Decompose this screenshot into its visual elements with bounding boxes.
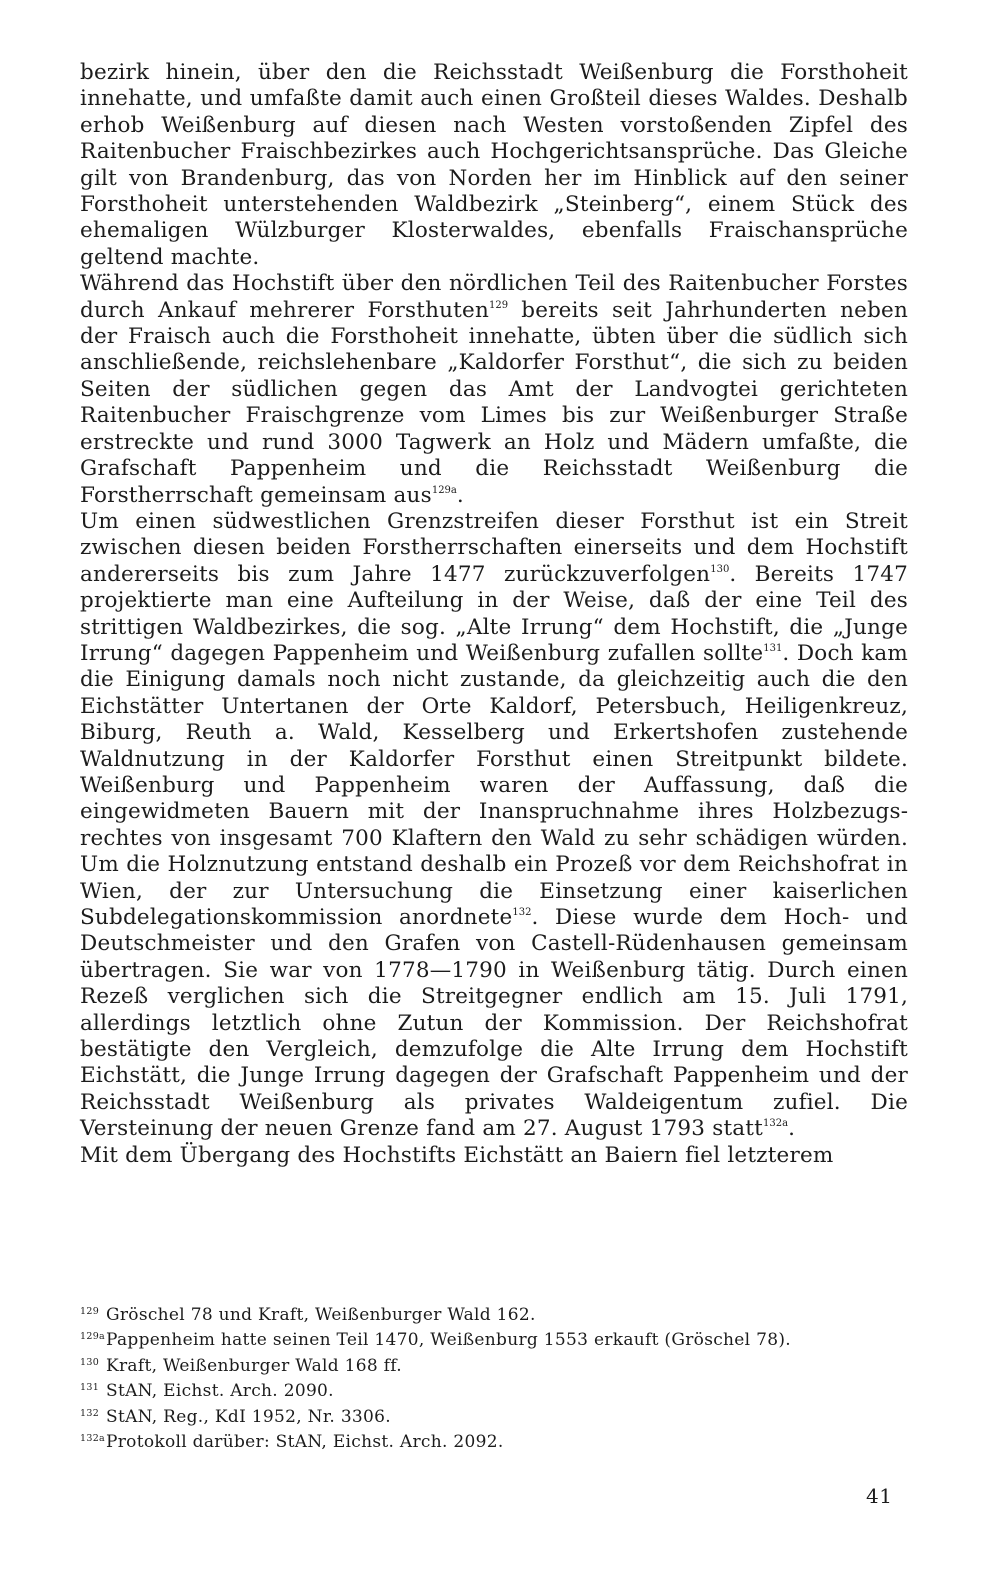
- footnote: [80, 1406, 908, 1431]
- footnote-reference: 132a: [763, 1118, 789, 1130]
- footnote-reference: 131: [763, 642, 783, 654]
- paragraph: [80, 1143, 908, 1169]
- footnote-reference: 129a: [431, 484, 457, 496]
- footnote-reference: 130: [710, 563, 730, 575]
- text-run: .: [456, 482, 464, 508]
- footnote-text: Pappenheim hatte seinen Teil 1470, Weißenburg 1553 erkauft (Gröschel 78).: [106, 1330, 791, 1351]
- text-run: Um einen südwestlichen Grenzstreifen dieser Forsthut ist ein Streit zwischen diesen beiden Forstherrschaften einerseits und dem Hochstift andererseits bis zum Jahre 1477 zurückzuverfolgen: [80, 508, 908, 587]
- footnote: [80, 1355, 908, 1380]
- text-run: Mit dem Übergang des Hochstifts Eichstätt an Baiern fiel letzterem: [80, 1142, 834, 1168]
- text-run: bereits seit Jahrhunderten neben der Fraisch auch die Forsthoheit innehatte, übten über die südlich sich anschließende, reichslehenbare „Kaldorfer Forsthut“, die sich zu beiden Seiten der südlichen gegen das Amt der Landvogtei gerichteten Raitenbucher Fraischgrenze vom Limes bis zur Weißenburger Straße erstreckte und rund 3000 Tagwerk an Holz und Mädern umfaßte, die Grafschaft Pappenheim und die Reichsstadt Weißenburg die Forstherrschaft gemeinsam aus: [80, 297, 909, 508]
- footnote: [80, 1380, 908, 1405]
- footnote-number: 129: [80, 1306, 100, 1317]
- footnote-number: 131: [80, 1382, 100, 1394]
- body-text: [80, 60, 908, 1169]
- paragraph: [80, 509, 908, 1143]
- footnote-reference: 129: [489, 299, 509, 311]
- text-run: .: [788, 1116, 796, 1142]
- text-run: . Doch kam die Einigung damals noch nicht zustande, da gleichzeitig auch die den Eichstätter Untertanen der Orte Kaldorf, Petersbuch, Heiligenkreuz, Biburg, Reuth a. Wald, Kesselberg und Erkertshofen zustehende Waldnutzung in der Kaldorfer Forsthut einen Streitpunkt bildete. Weißenburg und Pappenheim waren der Auffassung, daß die eingewidmeten Bauern mit der Inanspruchnahme ihres Holzbezugsrechtes von insgesamt 700 Klaftern den Wald zu sehr schädigen würden. Um die Holznutzung entstand deshalb ein Prozeß vor dem Reichshofrat in Wien, der zur Untersuchung die Einsetzung einer kaiserlichen Subdelegationskommission anordnete: [80, 640, 908, 930]
- text-run: Während das Hochstift über den nördlichen Teil des Raitenbucher Forstes durch Ankauf mehrerer Forsthuten: [80, 271, 908, 323]
- footnote-text: StAN, Eichst. Arch. 2090.: [106, 1381, 334, 1402]
- footnote-number: 130: [80, 1356, 100, 1368]
- footnote: [80, 1304, 908, 1329]
- paragraph: [80, 271, 908, 509]
- footnote-number: 132: [80, 1407, 100, 1419]
- text-run: . Diese wurde dem Hoch- und Deutschmeister und den Grafen von Castell-Rüdenhausen gemeinsam übertragen. Sie war von 1778—1790 in Weißenburg tätig. Durch einen Rezeß verglichen sich die Streitgegner endlich am 15. Juli 1791, allerdings letztlich ohne Zutun der Kommission. Der Reichshofrat bestätigte den Vergleich, demzufolge die Alte Irrung dem Hochstift Eichstätt, die Junge Irrung dagegen der Grafschaft Pappenheim und der Reichsstadt Weißenburg als privates Waldeigentum zufiel. Die Versteinung der neuen Grenze fand am 27. August 1793 statt: [80, 905, 908, 1142]
- text-run: . Bereits 1747 projektierte man eine Aufteilung in der Weise, daß der eine Teil des strittigen Waldbezirkes, die sog. „Alte Irrung“ dem Hochstift, die „Junge Irrung“ dagegen Pappenheim und Weißenburg zufallen sollte: [80, 561, 908, 666]
- footnote-reference: 132: [512, 907, 532, 918]
- paragraph: [80, 60, 908, 271]
- footnote-number: 129a: [80, 1331, 105, 1343]
- footnote-number: 132a: [80, 1433, 105, 1445]
- footnote: [80, 1329, 908, 1354]
- footnote-text: Protokoll darüber: StAN, Eichst. Arch. 2092.: [106, 1432, 504, 1453]
- text-run: bezirk hinein, über den die Reichsstadt Weißenburg die Forsthoheit innehatte, und umfaßte damit auch einen Großteil dieses Waldes. Deshalb erhob Weißenburg auf diesen nach Westen vorstoßenden Zipfel des Raitenbucher Fraischbezirkes auch Hochgerichtsansprüche. Das Gleiche gilt von Brandenburg, das von Norden her im Hinblick auf den seiner Forsthoheit unterstehenden Waldbezirk „Steinberg“, einem Stück des ehemaligen Wülzburger Klosterwaldes, ebenfalls Fraischansprüche geltend machte.: [80, 60, 908, 270]
- footnote-text: StAN, Reg., KdI 1952, Nr. 3306.: [106, 1406, 391, 1427]
- footnote-text: Kraft, Weißenburger Wald 168 ff.: [106, 1355, 402, 1376]
- footnotes: [80, 1304, 908, 1456]
- page-number: 41: [866, 1484, 893, 1508]
- footnote-text: Gröschel 78 und Kraft, Weißenburger Wald 162.: [106, 1305, 536, 1325]
- footnote: [80, 1431, 908, 1456]
